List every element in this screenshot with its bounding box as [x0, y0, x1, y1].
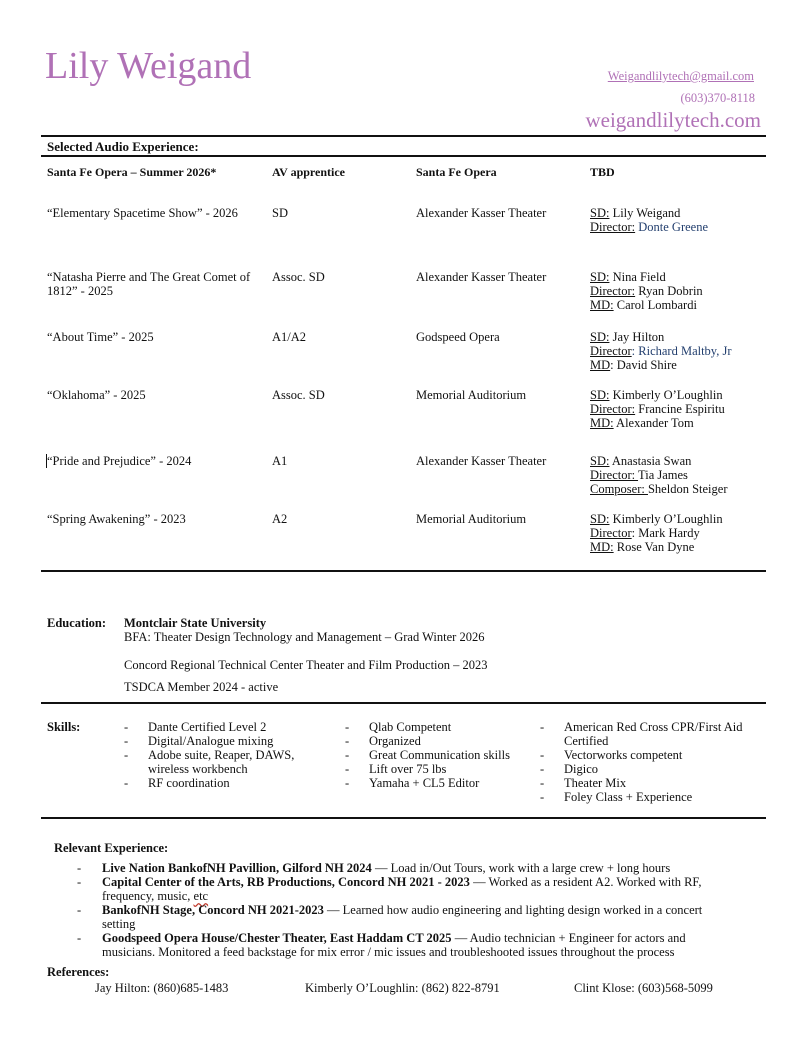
credit-line: [590, 220, 780, 234]
credit-label: MD: [590, 358, 611, 372]
relevant-experience-list: [77, 861, 737, 959]
skill-item: - Great Communication skills: [345, 748, 535, 762]
credit-person: Lily Weigand: [609, 206, 681, 220]
credit-label: Director:: [590, 284, 636, 298]
show-venue: Godspeed Opera: [416, 330, 500, 344]
resume-name: Lily Weigand: [45, 45, 252, 87]
credit-label: Director: [590, 526, 632, 540]
credit-line: [590, 482, 780, 496]
credit-person: Carol Lombardi: [613, 298, 697, 312]
relevant-experience-title: Relevant Experience:: [54, 841, 169, 855]
education-regional: Concord Regional Technical Center Theater and Film Production – 2023: [124, 658, 488, 672]
credit-person: Francine Espiritu: [635, 402, 725, 416]
audio-header-credit: TBD: [590, 165, 615, 179]
experience-title: Capital Center of the Arts, RB Productions, Concord NH 2021 - 2023: [102, 875, 470, 889]
credit-person: Jay Hilton: [609, 330, 665, 344]
credit-line: [590, 206, 780, 220]
credit-person: Tia James: [638, 468, 688, 482]
credit-line: [590, 358, 780, 372]
experience-title: Live Nation BankofNH Pavillion, Gilford NH 2024: [102, 861, 372, 875]
credit-label: Director:: [590, 468, 639, 482]
skill-item: - Dante Certified Level 2: [124, 720, 319, 734]
skill-item: - Theater Mix: [540, 776, 775, 790]
experience-desc: — Audio technician + Engineer for actors and musicians. Monitored a feed backstage for mix error / mic issues and troubleshooted issues throughout the process: [102, 931, 686, 959]
skill-item: - Foley Class + Experience: [540, 790, 775, 804]
reference-item: Kimberly O’Loughlin: (862) 822-8791: [305, 981, 500, 995]
experience-title: BankofNH Stage, Concord NH 2021-2023: [102, 903, 324, 917]
audio-header-venue: Santa Fe Opera: [416, 165, 497, 179]
skill-item: - Vectorworks competent: [540, 748, 775, 762]
experience-item: [77, 875, 737, 903]
phone-number: (603)370-8118: [680, 91, 755, 105]
show-credits: [590, 330, 780, 372]
show-credits: [590, 388, 780, 430]
credit-line: [590, 512, 780, 526]
skills-label: Skills:: [47, 720, 81, 734]
experience-item: [77, 931, 737, 959]
show-credits: [590, 270, 780, 312]
experience-desc: — Learned how audio engineering and lighting design worked in a concert setting: [102, 903, 703, 931]
experience-desc-tail: etc: [193, 889, 209, 903]
credit-person: Donte Greene: [635, 220, 709, 234]
credit-label: MD:: [590, 298, 614, 312]
credit-line: [590, 540, 780, 554]
credit-line: [590, 388, 780, 402]
skill-item: - Adobe suite, Reaper, DAWS, wireless workbench: [124, 748, 319, 776]
credit-label: MD:: [590, 416, 614, 430]
credit-label: Director: [590, 344, 632, 358]
credit-label: MD:: [590, 540, 614, 554]
credit-label: SD:: [590, 330, 610, 344]
show-venue: Alexander Kasser Theater: [416, 270, 547, 284]
divider-audio-header: [41, 155, 766, 157]
credit-person: Rose Van Dyne: [613, 540, 695, 554]
credit-label: Composer:: [590, 482, 648, 496]
education-degree: BFA: Theater Design Technology and Management – Grad Winter 2026: [124, 630, 485, 644]
divider-top: [41, 135, 766, 137]
audio-header-role: AV apprentice: [272, 165, 346, 179]
show-title: “Natasha Pierre and The Great Comet of 1812” - 2025: [47, 270, 251, 298]
credit-person: : Mark Hardy: [631, 526, 700, 540]
show-credits: [590, 206, 780, 234]
skill-item: - Organized: [345, 734, 535, 748]
skills-column-1: [124, 720, 319, 790]
credit-person: Nina Field: [609, 270, 666, 284]
education-membership: TSDCA Member 2024 - active: [124, 680, 279, 694]
audio-header-show: Santa Fe Opera – Summer 2026*: [47, 165, 217, 179]
divider-after-education: [41, 702, 766, 704]
experience-desc: — Worked as a resident A2. Worked with RF, frequency, music,: [102, 875, 702, 903]
show-venue: Alexander Kasser Theater: [416, 454, 547, 468]
show-role: Assoc. SD: [272, 270, 325, 284]
credit-person: Anastasia Swan: [609, 454, 692, 468]
credit-line: [590, 330, 780, 344]
show-venue: Memorial Auditorium: [416, 388, 527, 402]
audio-section-title: Selected Audio Experience:: [47, 139, 199, 154]
credit-label: SD:: [590, 270, 610, 284]
skill-item: - Yamaha + CL5 Editor: [345, 776, 535, 790]
skill-item: - American Red Cross CPR/First Aid Certified: [540, 720, 775, 748]
show-credits: [590, 512, 780, 554]
skill-item: - Qlab Competent: [345, 720, 535, 734]
experience-item: [77, 861, 737, 875]
reference-item: Clint Klose: (603)568-5099: [574, 981, 713, 995]
show-role: Assoc. SD: [272, 388, 325, 402]
credit-line: [590, 270, 780, 284]
show-credits: [590, 454, 780, 496]
references-title: References:: [47, 965, 110, 979]
show-title: “Pride and Prejudice” - 2024: [47, 454, 192, 468]
skill-item: - RF coordination: [124, 776, 319, 790]
skill-item: - Digital/Analogue mixing: [124, 734, 319, 748]
credit-label: SD:: [590, 512, 610, 526]
show-title: “About Time” - 2025: [47, 330, 154, 344]
skills-column-3: [540, 720, 775, 804]
credit-line: [590, 416, 780, 430]
show-venue: Alexander Kasser Theater: [416, 206, 547, 220]
skill-item: - Digico: [540, 762, 775, 776]
skill-item: - Lift over 75 lbs: [345, 762, 535, 776]
credit-line: [590, 284, 780, 298]
credit-line: [590, 526, 780, 540]
credit-line: [590, 454, 780, 468]
credit-line: [590, 468, 780, 482]
show-title: “Spring Awakening” - 2023: [47, 512, 186, 526]
credit-label: SD:: [590, 454, 610, 468]
credit-person: : Richard Maltby, Jr: [631, 344, 732, 358]
credit-label: SD:: [590, 388, 610, 402]
divider-after-skills: [41, 817, 766, 819]
credit-label: SD:: [590, 206, 610, 220]
experience-item: [77, 903, 737, 931]
credit-person: : David Shire: [610, 358, 677, 372]
credit-person: Ryan Dobrin: [635, 284, 703, 298]
reference-item: Jay Hilton: (860)685-1483: [95, 981, 229, 995]
show-role: A2: [272, 512, 288, 526]
credit-person: Kimberly O’Loughlin: [609, 388, 723, 402]
credit-person: Kimberly O’Loughlin: [609, 512, 723, 526]
experience-title: Goodspeed Opera House/Chester Theater, East Haddam CT 2025: [102, 931, 452, 945]
credit-person: Sheldon Steiger: [647, 482, 728, 496]
show-role: SD: [272, 206, 288, 220]
divider-after-audio: [41, 570, 766, 572]
show-title: “Elementary Spacetime Show” - 2026: [47, 206, 238, 220]
show-title: “Oklahoma” - 2025: [47, 388, 146, 402]
email-link[interactable]: Weigandlilytech@gmail.com: [607, 69, 754, 83]
credit-line: [590, 344, 780, 358]
skills-column-2: [345, 720, 535, 790]
show-role: A1/A2: [272, 330, 307, 344]
credit-label: Director:: [590, 220, 636, 234]
education-school: Montclair State University: [124, 616, 267, 630]
experience-desc: — Load in/Out Tours, work with a large crew + long hours: [371, 861, 671, 875]
education-label: Education:: [47, 616, 107, 630]
show-role: A1: [272, 454, 288, 468]
credit-line: [590, 298, 780, 312]
credit-person: Alexander Tom: [613, 416, 694, 430]
credit-label: Director:: [590, 402, 636, 416]
website-link[interactable]: weigandlilytech.com: [585, 108, 761, 132]
credit-line: [590, 402, 780, 416]
show-venue: Memorial Auditorium: [416, 512, 527, 526]
